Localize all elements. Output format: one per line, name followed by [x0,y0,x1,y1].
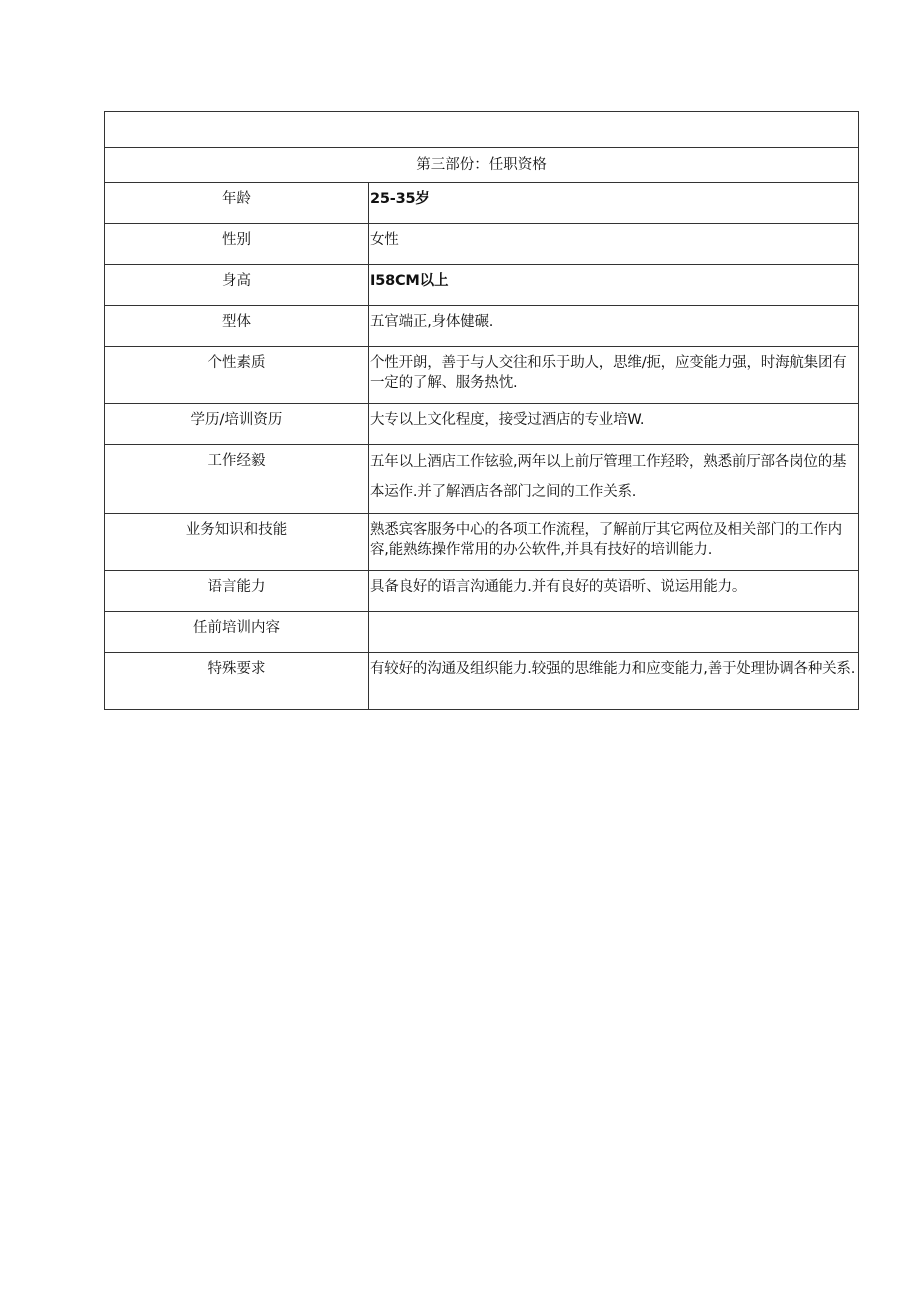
table-row-height [105,265,859,306]
table-row-education [105,404,859,445]
row-label: 任前培训内容 [105,612,369,653]
table-row-experience [105,445,859,514]
table-row-language [105,571,859,612]
table-row-skills [105,514,859,571]
row-label: 业务知识和技能 [105,514,369,571]
table-row-gender [105,224,859,265]
row-label: 性别 [105,224,369,265]
row-value: 五官端正,身体健碾. [369,306,859,347]
table-row-special [105,653,859,710]
row-value: I58CM以上 [369,265,859,306]
table-row-appearance [105,306,859,347]
row-value [369,612,859,653]
row-value: 25-35岁 [369,183,859,224]
table-row-personality [105,347,859,404]
blank-header-row [105,112,859,148]
row-label: 语言能力 [105,571,369,612]
row-label: 型体 [105,306,369,347]
row-value: 有较好的沟通及组织能力.较强的思维能力和应变能力,善于处理协调各种关系. [369,653,859,710]
section-title-row [105,148,859,183]
section-title: 第三部份：任职资格 [105,148,859,183]
row-value: 个性开朗，善于与人交往和乐于助人，思维/扼，应变能力强，时海航集团有一定的了解、服务热忱. [369,347,859,404]
blank-cell [105,112,859,148]
row-label: 学历/培训资历 [105,404,369,445]
row-label: 身高 [105,265,369,306]
table-row-training [105,612,859,653]
row-value: 大专以上文化程度，接受过酒店的专业培W. [369,404,859,445]
row-label: 年龄 [105,183,369,224]
row-value: 具备良好的语言沟通能力.并有良好的英语听、说运用能力。 [369,571,859,612]
row-label: 特殊要求 [105,653,369,710]
row-value: 熟悉宾客服务中心的各项工作流程，了解前厅其它两位及相关部门的工作内容,能熟练操作常用的办公软件,并具有技好的培训能力. [369,514,859,571]
qualification-table [104,111,859,710]
row-label: 个性素质 [105,347,369,404]
row-label: 工作经毅 [105,445,369,514]
row-value: 女性 [369,224,859,265]
row-value: 五年以上酒店工作铉验,两年以上前厅管理工作羟聆，熟悉前厅部各岗位的基本运作.并了解酒店各部门之间的工作关系. [369,445,859,514]
table-row-age [105,183,859,224]
